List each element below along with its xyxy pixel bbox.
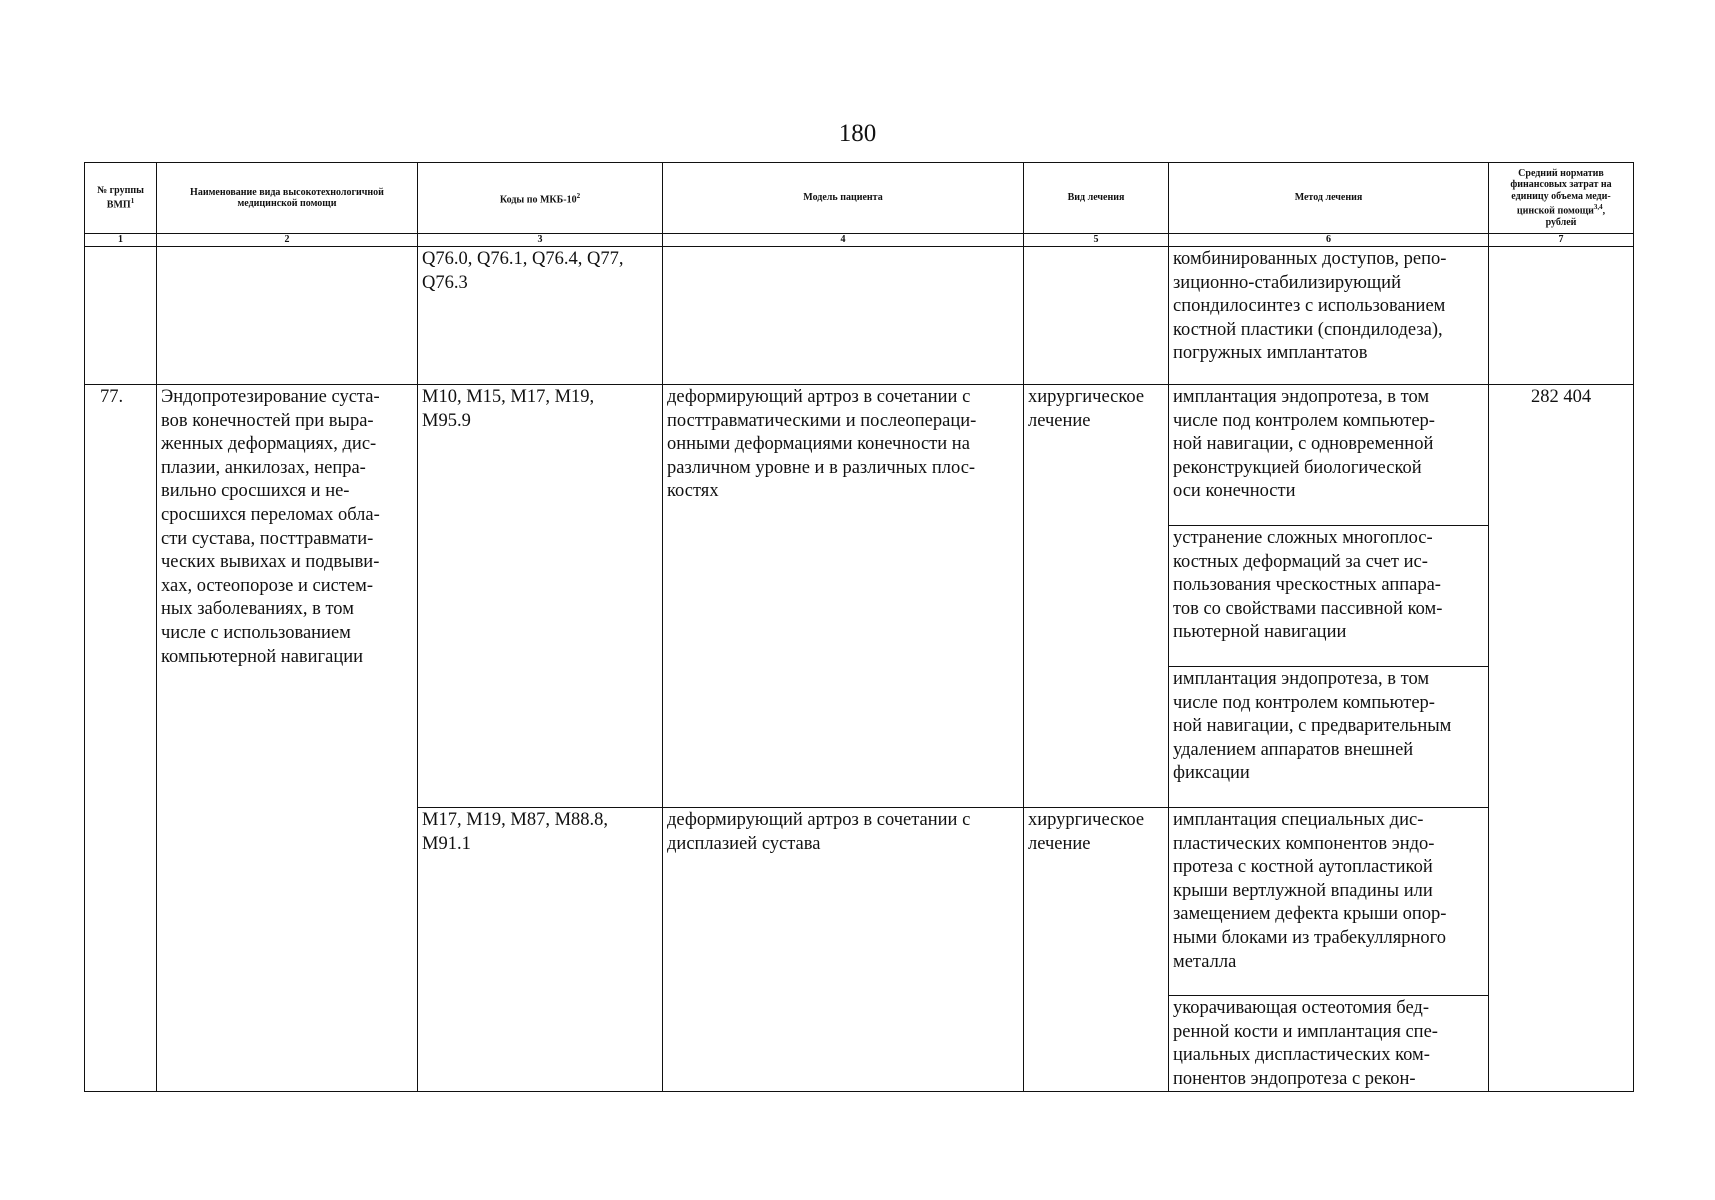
column-number: 3 — [418, 234, 663, 247]
empty-cell — [1489, 247, 1634, 385]
header-treatment-method: Метод лечения — [1169, 163, 1489, 234]
group-number-cell: 77. — [85, 385, 157, 1092]
group-77-row-1 — [85, 385, 1634, 526]
header-patient-model: Модель пациента — [663, 163, 1024, 234]
column-number: 7 — [1489, 234, 1634, 247]
method-cell: имплантация эндопротеза, в том числе под контролем компьютер- ной навигации, с предварительным удалением аппаратов внешней фиксации — [1169, 667, 1489, 808]
method-cell: имплантация специальных дис- пластических компонентов эндо- протеза с костной аутопластикой крыши вертлужной впадины или замещением дефекта крыши опор- ными блоками из трабекуллярного металла — [1169, 808, 1489, 996]
page-number: 180 — [838, 120, 877, 147]
treatment-type-cell: хирургическое лечение — [1024, 808, 1169, 1092]
patient-model-cell: деформирующий артроз в сочетании с посттравматическими и послеопераци- онными деформациями конечности на различном уровне и в различных плос- костях — [663, 385, 1024, 808]
header-icd-codes: Коды по МКБ-$10^2$ — [418, 163, 663, 234]
icd-codes-cell: Q76.0, Q76.1, Q76.4, Q77, Q76.3 — [418, 247, 663, 385]
header-group-number: № группы ВМП$^1$ — [85, 163, 157, 234]
header-cost-standard: Средний норматив финансовых затрат на единицу объема меди- цинской помощи$^{3,4}$, рублей — [1489, 163, 1634, 234]
header-treatment-type: Вид лечения — [1024, 163, 1169, 234]
column-number-row — [85, 234, 1634, 247]
patient-model-cell: деформирующий артроз в сочетании с дисплазией сустава — [663, 808, 1024, 1092]
empty-cell — [1024, 247, 1169, 385]
cost-standard-cell: 282 404 — [1489, 385, 1634, 1092]
column-number: 1 — [85, 234, 157, 247]
method-cell: укорачивающая остеотомия бед- ренной кости и имплантация спе- циальных диспластических ком- понентов эндопротеза с рекон- — [1169, 996, 1489, 1092]
method-cell: имплантация эндопротеза, в том числе под контролем компьютер- ной навигации, с одновременной реконструкцией биологической оси конечности — [1169, 385, 1489, 526]
header-row — [85, 163, 1634, 234]
icd-codes-cell: M10, M15, M17, M19, M95.9 — [418, 385, 663, 808]
column-number: 5 — [1024, 234, 1169, 247]
care-type-cell: Эндопротезирование суста- вов конечностей при выра- женных деформациях, дис- плазии, анкилозах, непра- вильно сросшихся и не- сросшихся переломах обла- сти сустава, посттравмати- ческих вывихах и подвыви- хах, остеопорозе и систем- ных заболеваниях, в том числе с использованием компьютерной навигации — [157, 385, 418, 1092]
column-number: 4 — [663, 234, 1024, 247]
vmp-table — [84, 162, 1634, 1092]
method-cell: устранение сложных многоплос- костных деформаций за счет ис- пользования чрескостных аппара- тов со свойствами пассивной ком- пьютерной навигации — [1169, 526, 1489, 667]
empty-cell — [157, 247, 418, 385]
empty-cell — [663, 247, 1024, 385]
empty-cell — [85, 247, 157, 385]
column-number: 2 — [157, 234, 418, 247]
treatment-type-cell: хирургическое лечение — [1024, 385, 1169, 808]
icd-codes-cell: M17, M19, M87, M88.8, M91.1 — [418, 808, 663, 1092]
column-number: 6 — [1169, 234, 1489, 247]
method-cell: комбинированных доступов, репо- зиционно-стабилизирующий спондилосинтез с использованием костной пластики (спондилодеза), погружных имплантатов — [1169, 247, 1489, 385]
header-care-type: Наименование вида высокотехнологичной медицинской помощи — [157, 163, 418, 234]
continued-row — [85, 247, 1634, 385]
